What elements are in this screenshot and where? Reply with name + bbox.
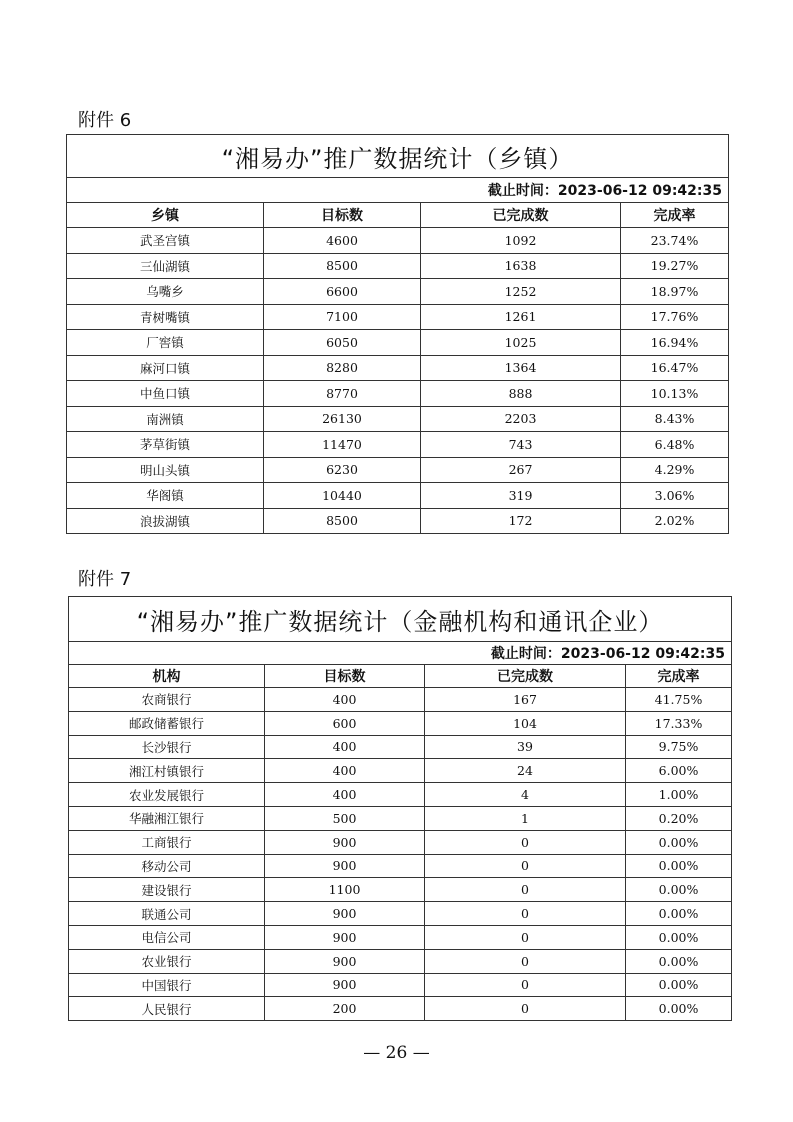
table-cell: 8.43% xyxy=(621,406,729,432)
table-cell: 17.33% xyxy=(626,711,732,735)
table-cell: 南洲镇 xyxy=(67,406,264,432)
table-row xyxy=(67,355,729,381)
table-cell: 农业发展银行 xyxy=(69,783,265,807)
table-cell: 16.94% xyxy=(621,330,729,356)
table-cell: 0 xyxy=(425,997,626,1021)
table-cell: 电信公司 xyxy=(69,925,265,949)
table-cell: 4.29% xyxy=(621,457,729,483)
table-row xyxy=(67,330,729,356)
table-cell: 青树嘴镇 xyxy=(67,304,264,330)
table-row xyxy=(69,735,732,759)
table-cell: 0.00% xyxy=(626,902,732,926)
table-row xyxy=(67,508,729,534)
table-cell: 10.13% xyxy=(621,381,729,407)
table-cell: 华融湘江银行 xyxy=(69,806,265,830)
table-cell: 900 xyxy=(265,925,425,949)
table-cell: 16.47% xyxy=(621,355,729,381)
table-cell: 743 xyxy=(421,432,621,458)
township-stats-table xyxy=(66,134,729,534)
table-cell: 172 xyxy=(421,508,621,534)
table-cell: 200 xyxy=(265,997,425,1021)
table-cell: 移动公司 xyxy=(69,854,265,878)
table-row xyxy=(67,253,729,279)
table-cell: 400 xyxy=(265,688,425,712)
table-cell: 武圣宫镇 xyxy=(67,228,264,254)
table-cell: 900 xyxy=(265,949,425,973)
table-cell: 900 xyxy=(265,854,425,878)
table-cell: 24 xyxy=(425,759,626,783)
table-cell: 湘江村镇银行 xyxy=(69,759,265,783)
table-cell: 4 xyxy=(425,783,626,807)
table-cell: 0.20% xyxy=(626,806,732,830)
table-cell: 农商银行 xyxy=(69,688,265,712)
table-row xyxy=(69,902,732,926)
column-header: 完成率 xyxy=(621,203,729,228)
table-row xyxy=(69,806,732,830)
table-cell: 中鱼口镇 xyxy=(67,381,264,407)
table-cell: 167 xyxy=(425,688,626,712)
table-row xyxy=(67,406,729,432)
table-cell: 18.97% xyxy=(621,279,729,305)
table-row xyxy=(69,783,732,807)
table-cell: 0.00% xyxy=(626,830,732,854)
table-row xyxy=(67,457,729,483)
table-row xyxy=(69,688,732,712)
table-cell: 0 xyxy=(425,854,626,878)
column-header: 完成率 xyxy=(626,665,732,688)
table-row xyxy=(69,997,732,1021)
table-cell: 400 xyxy=(265,783,425,807)
table-cell: 农业银行 xyxy=(69,949,265,973)
table-row xyxy=(69,925,732,949)
table-cell: 麻河口镇 xyxy=(67,355,264,381)
table-cell: 明山头镇 xyxy=(67,457,264,483)
table-cell: 888 xyxy=(421,381,621,407)
table-cell: 6050 xyxy=(264,330,421,356)
table-row xyxy=(69,854,732,878)
table-cell: 6.00% xyxy=(626,759,732,783)
table-cell: 23.74% xyxy=(621,228,729,254)
table-cell: 0 xyxy=(425,925,626,949)
column-header: 已完成数 xyxy=(421,203,621,228)
table-cell: 319 xyxy=(421,483,621,509)
institution-stats-table xyxy=(68,596,732,1021)
table-cell: 900 xyxy=(265,973,425,997)
table-cell: 6230 xyxy=(264,457,421,483)
table-cell: 1252 xyxy=(421,279,621,305)
column-header: 机构 xyxy=(69,665,265,688)
table-cell: 0 xyxy=(425,902,626,926)
table-row xyxy=(67,304,729,330)
table-cell: 600 xyxy=(265,711,425,735)
table-cell: 267 xyxy=(421,457,621,483)
table-cell: 人民银行 xyxy=(69,997,265,1021)
table-cell: 1 xyxy=(425,806,626,830)
table-cell: 华阁镇 xyxy=(67,483,264,509)
table-row xyxy=(67,483,729,509)
table-cell: 0.00% xyxy=(626,949,732,973)
table-cell: 4600 xyxy=(264,228,421,254)
column-header: 乡镇 xyxy=(67,203,264,228)
table-cell: 10440 xyxy=(264,483,421,509)
table-cell: 1364 xyxy=(421,355,621,381)
table-cell: 0 xyxy=(425,949,626,973)
table-cell: 0 xyxy=(425,973,626,997)
table-cell: 茅草街镇 xyxy=(67,432,264,458)
table-cell: 17.76% xyxy=(621,304,729,330)
table-cell: 0 xyxy=(425,878,626,902)
table-row xyxy=(69,949,732,973)
table-row xyxy=(67,432,729,458)
table-cell: 8770 xyxy=(264,381,421,407)
table-row xyxy=(67,381,729,407)
table-cell: 三仙湖镇 xyxy=(67,253,264,279)
table-cell: 6.48% xyxy=(621,432,729,458)
table-cell: 39 xyxy=(425,735,626,759)
table-cell: 19.27% xyxy=(621,253,729,279)
column-header: 目标数 xyxy=(264,203,421,228)
table-cell: 400 xyxy=(265,759,425,783)
column-header: 目标数 xyxy=(265,665,425,688)
table-cell: 900 xyxy=(265,830,425,854)
table-cell: 3.06% xyxy=(621,483,729,509)
table-cell: 900 xyxy=(265,902,425,926)
table-cell: 1100 xyxy=(265,878,425,902)
table-row xyxy=(69,711,732,735)
table-cell: 工商银行 xyxy=(69,830,265,854)
table-cell: 6600 xyxy=(264,279,421,305)
table-row xyxy=(67,279,729,305)
table-cell: 8500 xyxy=(264,508,421,534)
deadline-text: 截止时间：2023-06-12 09:42:35 xyxy=(67,178,729,203)
table-cell: 0 xyxy=(425,830,626,854)
table-cell: 0.00% xyxy=(626,997,732,1021)
attachment-7-label: 附件 7 xyxy=(78,569,132,590)
table-cell: 0.00% xyxy=(626,925,732,949)
table-row xyxy=(67,228,729,254)
table-cell: 1092 xyxy=(421,228,621,254)
table-cell: 8280 xyxy=(264,355,421,381)
table-cell: 厂窖镇 xyxy=(67,330,264,356)
table-cell: 8500 xyxy=(264,253,421,279)
table-cell: 26130 xyxy=(264,406,421,432)
table-cell: 1261 xyxy=(421,304,621,330)
table-cell: 11470 xyxy=(264,432,421,458)
table-cell: 1025 xyxy=(421,330,621,356)
table-cell: 0.00% xyxy=(626,973,732,997)
column-header: 已完成数 xyxy=(425,665,626,688)
table-cell: 1638 xyxy=(421,253,621,279)
table-cell: 2203 xyxy=(421,406,621,432)
table-title: “湘易办”推广数据统计（金融机构和通讯企业） xyxy=(69,597,732,642)
table-row xyxy=(69,878,732,902)
table-cell: 建设银行 xyxy=(69,878,265,902)
table-cell: 500 xyxy=(265,806,425,830)
table-cell: 浪拔湖镇 xyxy=(67,508,264,534)
table-row xyxy=(69,973,732,997)
table-row xyxy=(69,759,732,783)
table-title: “湘易办”推广数据统计（乡镇） xyxy=(67,135,729,178)
table-cell: 0.00% xyxy=(626,854,732,878)
table-cell: 7100 xyxy=(264,304,421,330)
table-cell: 中国银行 xyxy=(69,973,265,997)
deadline-text: 截止时间：2023-06-12 09:42:35 xyxy=(69,642,732,665)
table-cell: 104 xyxy=(425,711,626,735)
table-cell: 长沙银行 xyxy=(69,735,265,759)
page-number: — 26 — xyxy=(363,1043,430,1063)
attachment-6-label: 附件 6 xyxy=(78,110,132,131)
table-row xyxy=(69,830,732,854)
table-cell: 2.02% xyxy=(621,508,729,534)
table-cell: 400 xyxy=(265,735,425,759)
table-cell: 0.00% xyxy=(626,878,732,902)
table-cell: 41.75% xyxy=(626,688,732,712)
table-cell: 邮政储蓄银行 xyxy=(69,711,265,735)
table-cell: 联通公司 xyxy=(69,902,265,926)
table-cell: 9.75% xyxy=(626,735,732,759)
table-cell: 乌嘴乡 xyxy=(67,279,264,305)
table-cell: 1.00% xyxy=(626,783,732,807)
